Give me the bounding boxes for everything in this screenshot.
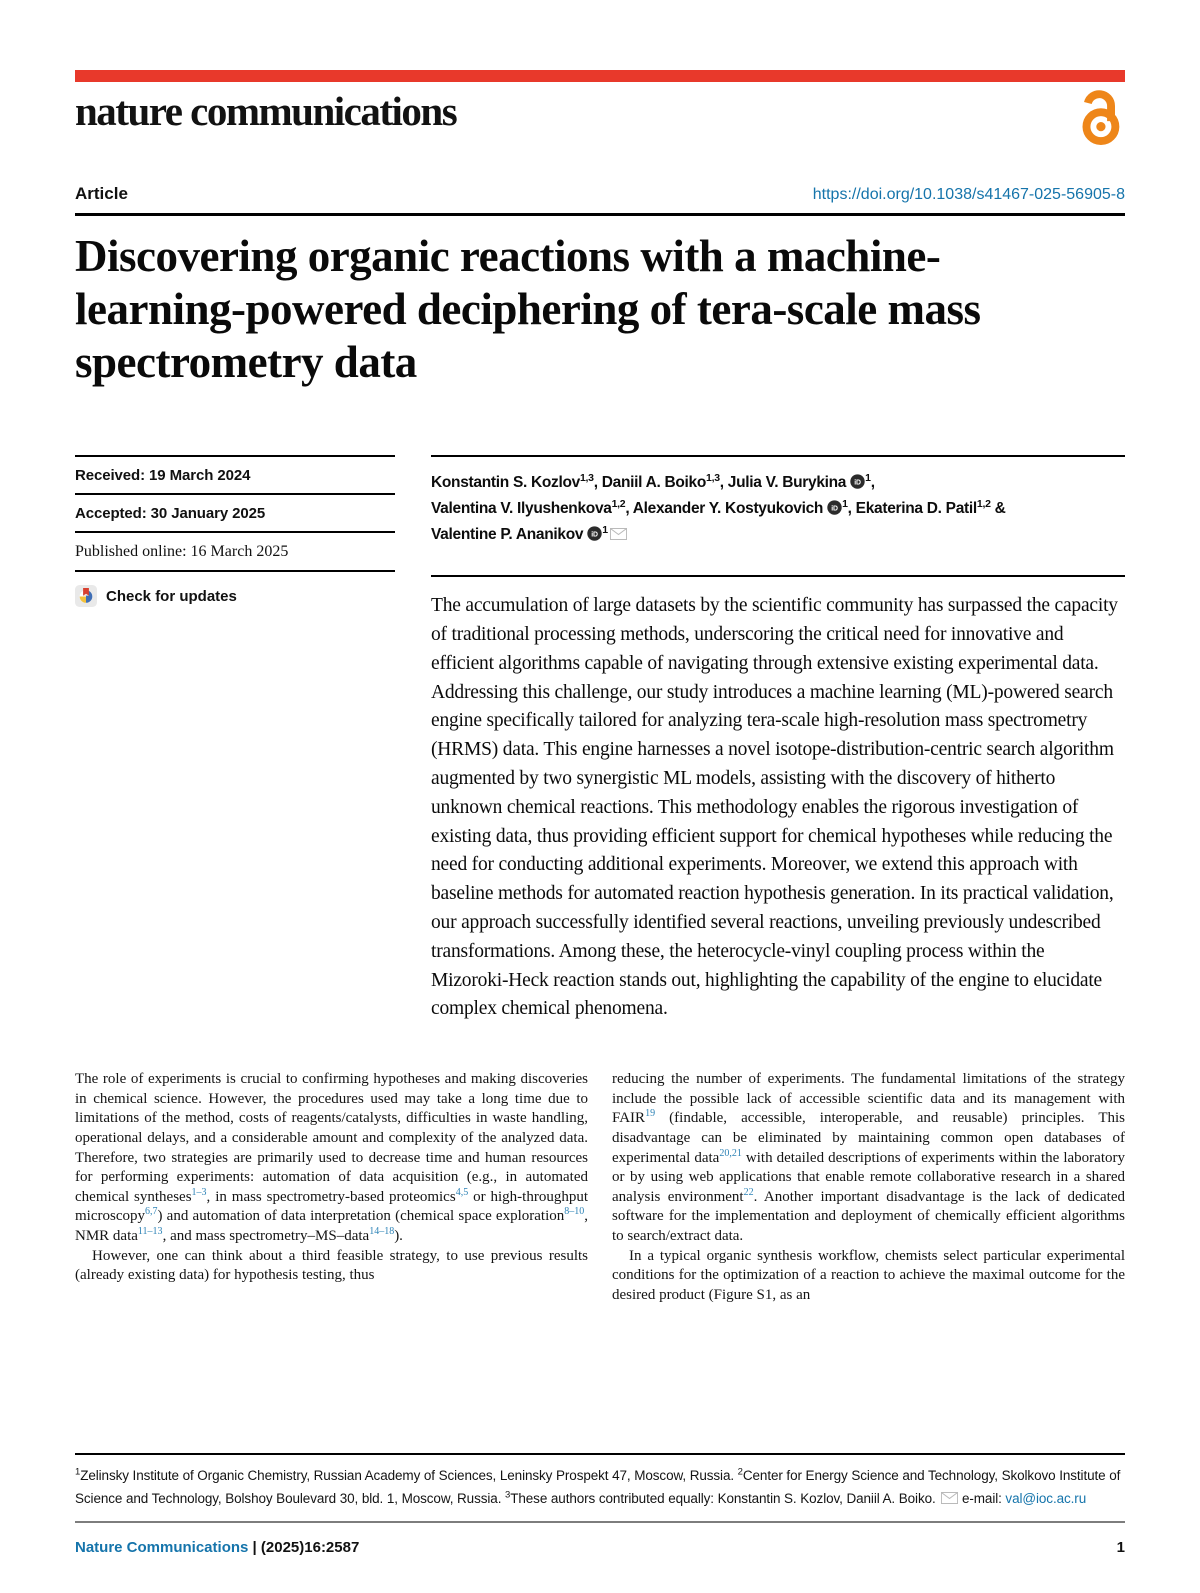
envelope-icon[interactable] bbox=[608, 526, 627, 543]
received-date: Received: 19 March 2024 bbox=[75, 455, 395, 493]
svg-text:iD: iD bbox=[591, 531, 598, 539]
citation-ref[interactable]: 1–3 bbox=[191, 1186, 207, 1198]
citation-ref[interactable]: 22 bbox=[743, 1186, 754, 1198]
superscript-label: 1 bbox=[865, 472, 871, 485]
page-footer bbox=[75, 1521, 1125, 1593]
body-column-right bbox=[612, 1070, 1125, 1305]
article-title: Discovering organic reactions with a machine-learning-powered deciphering of tera-scale mass spectrometry data bbox=[75, 231, 981, 388]
open-access-icon bbox=[1077, 88, 1123, 151]
citation-ref[interactable]: 4,5 bbox=[455, 1186, 469, 1198]
abstract-text: The accumulation of large datasets by the scientific community has surpassed the capacity of traditional processing methods, underscoring the critical need for innovative and efficient algorithms capable of navigating through extensive existing experimental data. Addressing this challenge, our study introduces a machine learning (ML)-powered search engine specifically tailored for analyzing tera-scale high-resolution mass spectrometry (HRMS) data. This engine harnesses a novel isotope-distribution-centric search algorithm augmented by two synergistic ML models, assisting with the discovery of hitherto unknown chemical reactions. This methodology enables the rigorous investigation of existing data, thus providing efficient support for chemical hypotheses while reducing the need for conducting additional experiments. Moreover, we extend this approach with baseline methods for automated reaction hypothesis generation. In its practical validation, our approach successfully identified several reactions, unveiling previously undescribed transformations. Among these, the heterocycle-vinyl coupling process within the Mizoroki-Heck reaction stands out, highlighting the capability of the engine to elucidate complex chemical phenomena. bbox=[431, 575, 1125, 1024]
body-paragraph: However, one can think about a third feasible strategy, to use previous results (already existing data) for hypothesis testing, thus bbox=[75, 1247, 588, 1284]
envelope-icon[interactable] bbox=[939, 1491, 958, 1506]
superscript-label: 1,2 bbox=[611, 498, 626, 511]
accepted-date: Accepted: 30 January 2025 bbox=[75, 493, 395, 531]
journal-logo: nature communications bbox=[75, 88, 457, 134]
superscript-label: 1,3 bbox=[580, 472, 594, 485]
masthead bbox=[75, 86, 1125, 148]
doi-link[interactable]: https://doi.org/10.1038/s41467-025-56905-8 bbox=[812, 186, 1125, 203]
check-for-updates-label: Check for updates bbox=[106, 587, 237, 605]
body-text bbox=[75, 1070, 1125, 1305]
citation-ref[interactable]: 11–13 bbox=[137, 1225, 163, 1237]
superscript-label: 1 bbox=[842, 498, 848, 511]
citation-ref[interactable]: 19 bbox=[645, 1108, 656, 1120]
superscript-label: 1 bbox=[75, 1466, 81, 1478]
header-rule bbox=[75, 213, 1125, 216]
citation-ref[interactable]: 6,7 bbox=[144, 1206, 158, 1218]
author-list: Konstantin S. Kozlov$^{1,3}$, Daniil A. Boiko$^{1,3}$, Julia V. Burykina iD $^1$, Valentina V. Ilyushenkova$^{1,2}$, Alexander Y. Kostyukovich iD $^1$, Ekaterina D. Patil$^{1,2}$ & Valentine P. Ananikov iD $^1$ bbox=[431, 455, 1125, 558]
svg-text:iD: iD bbox=[854, 479, 861, 487]
meta-section bbox=[75, 455, 1125, 1024]
svg-text:iD: iD bbox=[831, 505, 838, 513]
body-paragraph: The role of experiments is crucial to confirming hypotheses and making discoveries in chemical science. However, the procedures used may take a long time due to limitations of the method, costs of reagents/catalysts, difficulties in waste handling, operational delays, and a considerable amount and complexity of the analyzed data. Therefore, two strategies are primarily used to decrease time and human resources for performing experiments: automation of data acquisition (e.g., in automated chemical syntheses$^{1-3}$, in mass spectrometry-based proteomics$^{4,5}$ or high-throughput microscopy$^{6,7}$) and automation of data interpretation (chemical space exploration$^{8-10}$, NMR data$^{11-13}$, and mass spectrometry–MS–data$^{14-18}$). bbox=[75, 1071, 588, 1244]
citation-ref[interactable]: 8–10 bbox=[564, 1206, 585, 1218]
superscript-label: 1,3 bbox=[706, 472, 720, 485]
check-for-updates-button[interactable] bbox=[75, 570, 395, 616]
body-paragraph: reducing the number of experiments. The fundamental limitations of the strategy include the possible lack of accessible scientific data and its management with FAIR$^{19}$ (findable, accessible, interoperable, and reusable) principles. This disadvantage can be eliminated by maintaining common open databases of experimental data$^{20,21}$ with detailed descriptions of experiments within the laboratory or by using web applications that enable remote collaborative research in a shared analysis environment$^{22}$. Another important disadvantage is the lack of dedicated software for the implementation and deployment of chemically efficient algorithms to search/extract data. bbox=[612, 1071, 1125, 1244]
crossmark-icon bbox=[75, 585, 97, 607]
journal-citation bbox=[75, 1539, 359, 1556]
superscript-label: 1 bbox=[602, 524, 608, 537]
journal-footer-link[interactable]: Nature Communications bbox=[75, 1539, 249, 1556]
article-header-row bbox=[75, 184, 1125, 204]
citation-text: | (2025)16:2587 bbox=[252, 1539, 360, 1556]
article-history bbox=[75, 455, 395, 1024]
superscript-label: 2 bbox=[737, 1466, 743, 1478]
body-paragraph: In a typical organic synthesis workflow, chemists select particular experimental conditions for the optimization of a reaction to achieve the maximal outcome for the desired product (Figure S1, as an bbox=[612, 1247, 1125, 1303]
citation-ref[interactable]: 20,21 bbox=[719, 1147, 742, 1159]
brand-top-bar bbox=[75, 70, 1125, 82]
citation-ref[interactable]: 14–18 bbox=[369, 1225, 395, 1237]
body-column-left bbox=[75, 1070, 588, 1305]
affiliations-footnote: $^1$Zelinsky Institute of Organic Chemistry, Russian Academy of Sciences, Leninsky Prospekt 47, Moscow, Russia. $^2$Center for Energy Science and Technology, Skolkovo Institute of Science and Technology, Bolshoy Boulevard 30, bld. 1, Moscow, Russia. $^3$These authors contributed equally: Konstantin S. Kozlov, Daniil A. Boiko. e-mail: val@ioc.ac.ru bbox=[75, 1453, 1125, 1521]
orcid-icon[interactable] bbox=[587, 526, 602, 543]
authors-and-abstract bbox=[431, 455, 1125, 1024]
superscript-label: 1,2 bbox=[976, 498, 991, 511]
orcid-icon[interactable] bbox=[827, 500, 842, 517]
orcid-icon[interactable] bbox=[850, 474, 865, 491]
email-link[interactable]: val@ioc.ac.ru bbox=[1005, 1491, 1087, 1506]
article-type-label: Article bbox=[75, 184, 128, 203]
superscript-label: 3 bbox=[505, 1489, 511, 1501]
published-date: Published online: 16 March 2025 bbox=[75, 531, 395, 570]
page-number: 1 bbox=[1116, 1539, 1125, 1556]
